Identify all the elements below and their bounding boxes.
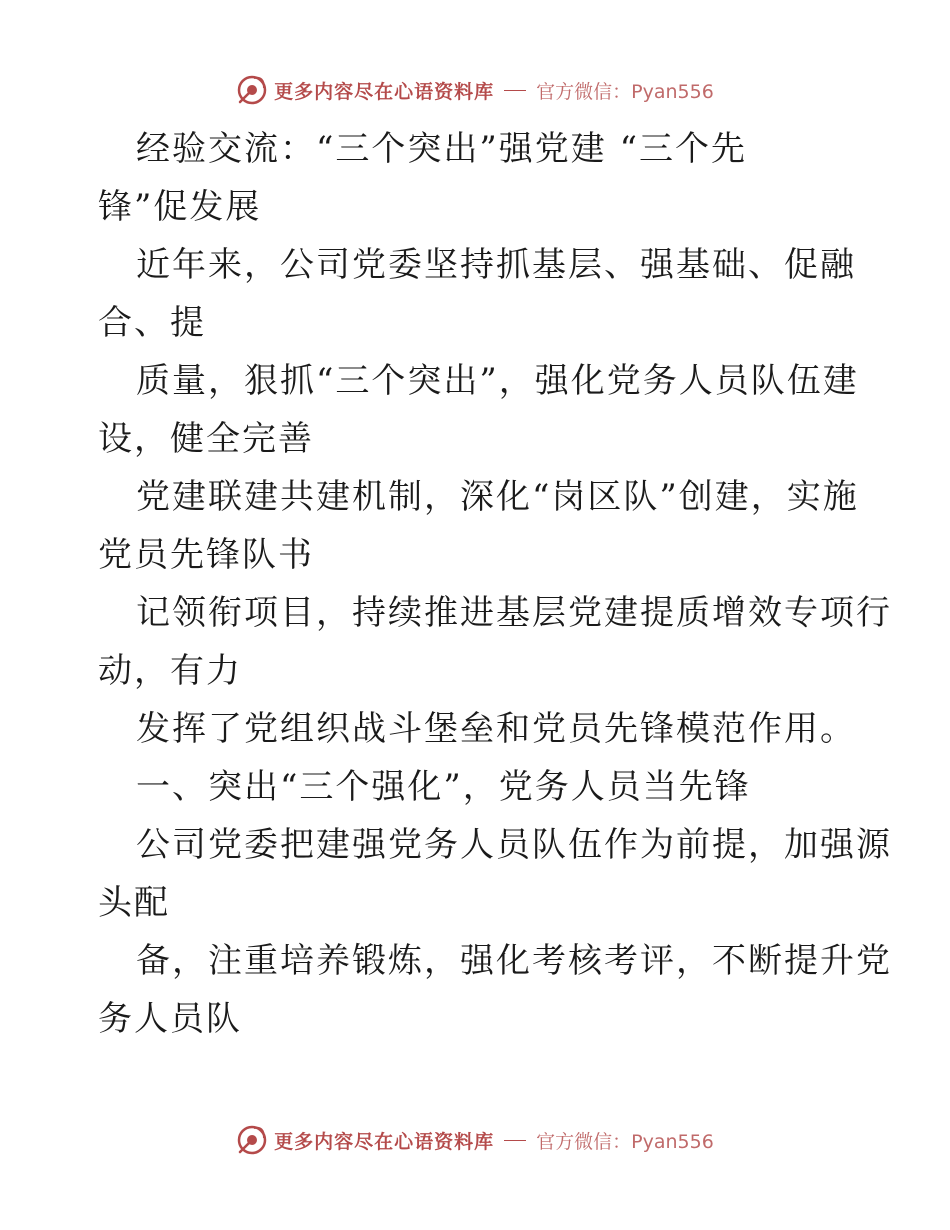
text-line: 近年来，公司党委坚持抓基层、强基础、促融 [136,245,856,285]
text-line: 务人员队 [98,999,242,1039]
text-line: 党建联建共建机制，深化“岗区队”创建，实施 [136,477,859,517]
watermark-divider [504,90,526,91]
document-body [98,120,892,1048]
text-line: 备，注重培养锻炼，强化考核考评，不断提升党 [136,941,892,981]
text-line: 合、提 [98,303,206,343]
text-line: 发挥了党组织战斗堡垒和党员先锋模范作用。 [136,709,856,749]
quill-seal-icon [236,1124,268,1156]
watermark-divider [504,1140,526,1141]
text-line: 设，健全完善 [98,419,314,459]
watermark-brand: 更多内容尽在心语资料库 [274,80,495,103]
text-line: 经验交流：“三个突出”强党建 “三个先 [136,129,747,169]
text-line: 动，有力 [98,651,242,691]
text-line: 党员先锋队书 [98,535,314,575]
header-watermark [0,70,950,110]
text-line: 锋”促发展 [98,187,262,227]
text-line: 质量，狠抓“三个突出”，强化党务人员队伍建 [136,361,859,401]
text-line: 公司党委把建强党务人员队伍作为前提，加强源 [136,825,892,865]
text-line: 头配 [98,883,170,923]
watermark-brand: 更多内容尽在心语资料库 [274,1130,495,1153]
watermark-contact: 官方微信：Pyan556 [536,1130,714,1153]
quill-seal-icon [236,74,268,106]
footer-watermark [0,1120,950,1160]
text-line: 记领衔项目，持续推进基层党建提质增效专项行 [136,593,892,633]
text-line: 一、突出“三个强化”，党务人员当先锋 [136,767,751,807]
watermark-contact: 官方微信：Pyan556 [536,80,714,103]
